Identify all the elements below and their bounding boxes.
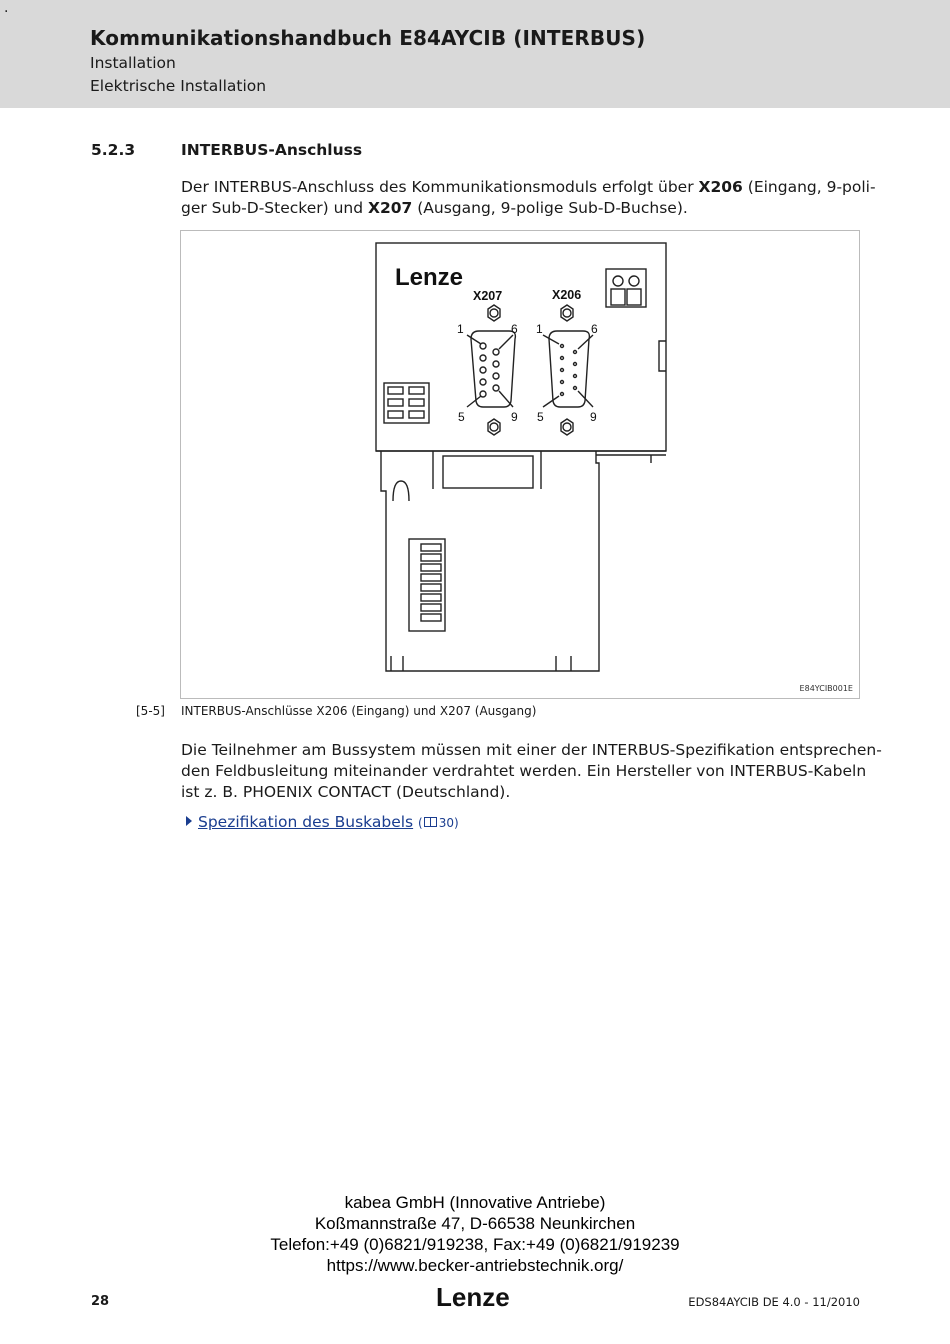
connector-x206 bbox=[543, 305, 593, 435]
page-header bbox=[0, 0, 950, 108]
page-reference[interactable] bbox=[418, 816, 459, 830]
body-line-1: Die Teilnehmer am Bussystem müssen mit einer der INTERBUS-Spezifikation entsprechen- bbox=[181, 741, 882, 759]
x207-pin-5-label: 5 bbox=[458, 410, 465, 424]
document-title: Kommunikationshandbuch E84AYCIB (INTERBUS) bbox=[90, 26, 646, 50]
connector-x207 bbox=[467, 305, 515, 435]
connector-x206-ref: X206 bbox=[698, 178, 743, 196]
intro-text: Der INTERBUS-Anschluss des Kommunikationsmoduls erfolgt über bbox=[181, 178, 699, 196]
body-line-3: ist z. B. PHOENIX CONTACT (Deutschland). bbox=[181, 783, 511, 801]
footer-logo bbox=[436, 1282, 516, 1310]
cable-spec-link-row[interactable] bbox=[186, 813, 459, 831]
intro-line-2 bbox=[181, 198, 688, 219]
cable-spec-link[interactable]: Spezifikation des Buskabels bbox=[198, 813, 414, 831]
page-number: 28 bbox=[91, 1294, 110, 1309]
housing-notch bbox=[659, 341, 666, 371]
x207-pin-1-label: 1 bbox=[457, 322, 464, 336]
footer-phone: Telefon:+49 (0)6821/919238, Fax:+49 (0)6821/919239 bbox=[270, 1235, 680, 1254]
breadcrumb-electrical-installation: Elektrische Installation bbox=[90, 77, 267, 95]
intro-text: (Eingang, 9-poli- bbox=[742, 178, 876, 196]
section-title: INTERBUS-Anschluss bbox=[181, 141, 363, 159]
x206-pin-6-label: 6 bbox=[591, 322, 598, 336]
intro-text: ger Sub-D-Stecker) und bbox=[181, 199, 368, 217]
x206-pin-9-label: 9 bbox=[590, 410, 597, 424]
body-line-2: den Feldbusleitung miteinander verdrahtet werden. Ein Hersteller von INTERBUS-Kabeln bbox=[181, 762, 867, 780]
figure-frame bbox=[180, 230, 860, 699]
arrow-right-icon bbox=[186, 816, 192, 826]
figure-caption-number: [5-5] bbox=[136, 704, 165, 718]
x206-pin-1-label: 1 bbox=[536, 322, 543, 336]
footer-url[interactable]: https://www.becker-antriebstechnik.org/ bbox=[326, 1256, 624, 1275]
header-dot: . bbox=[4, 0, 9, 16]
breadcrumb-installation: Installation bbox=[90, 54, 176, 72]
led-window bbox=[384, 383, 429, 423]
connector-x207-ref: X207 bbox=[368, 199, 413, 217]
footer-logo-text: Lenze bbox=[436, 1282, 510, 1310]
x207-pin-9-label: 9 bbox=[511, 410, 518, 424]
dip-switch bbox=[409, 539, 445, 631]
page-ref-number: 30) bbox=[438, 816, 459, 830]
terminal-block bbox=[606, 269, 646, 307]
figure-code: E84YCIB001E bbox=[799, 684, 853, 693]
book-icon bbox=[424, 817, 437, 827]
module-drawing bbox=[181, 231, 861, 700]
label-x206: X206 bbox=[552, 288, 582, 302]
label-x207: X207 bbox=[473, 289, 503, 303]
figure-logo: Lenze bbox=[395, 264, 464, 291]
intro-line-1 bbox=[181, 177, 876, 198]
module-lower-body bbox=[381, 451, 599, 671]
figure-caption: INTERBUS-Anschlüsse X206 (Eingang) und X207 (Ausgang) bbox=[181, 704, 537, 718]
section-number: 5.2.3 bbox=[91, 141, 136, 159]
x207-pin-6-label: 6 bbox=[511, 322, 518, 336]
intro-text: (Ausgang, 9-polige Sub-D-Buchse). bbox=[412, 199, 688, 217]
document-code: EDS84AYCIB DE 4.0 - 11/2010 bbox=[688, 1295, 860, 1309]
footer-company: kabea GmbH (Innovative Antriebe) bbox=[344, 1193, 606, 1212]
footer-address: Koßmannstraße 47, D-66538 Neunkirchen bbox=[314, 1214, 636, 1233]
x206-pin-5-label: 5 bbox=[537, 410, 544, 424]
page-ref-open: ( bbox=[418, 816, 423, 830]
